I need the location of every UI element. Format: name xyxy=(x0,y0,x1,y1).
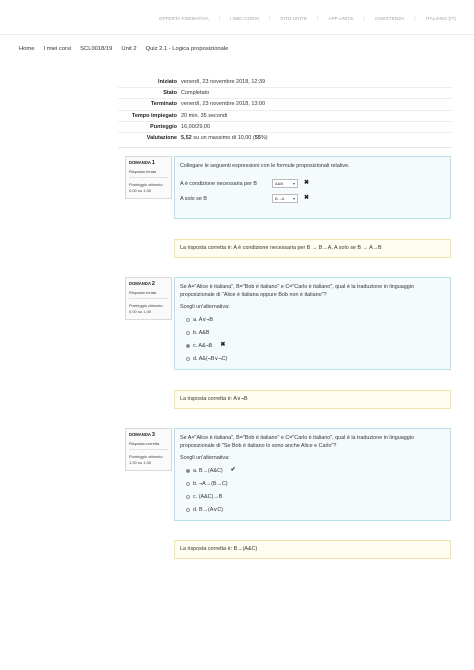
summary-row-terminato xyxy=(118,98,452,109)
answer-option[interactable]: d. B→(A∨C) xyxy=(180,503,445,516)
question-state: Risposta errata xyxy=(129,169,168,178)
answer-option[interactable]: d. A&(¬B∨¬C) xyxy=(180,352,445,365)
question-2-info xyxy=(125,277,172,320)
breadcrumb-quiz[interactable]: Quiz 2.1 - Logica proposizionale xyxy=(145,46,229,52)
answer-option[interactable]: a. A∨¬B xyxy=(180,313,445,326)
radio-button[interactable] xyxy=(186,508,190,512)
summary-value: Completato xyxy=(181,90,210,97)
radio-button[interactable] xyxy=(186,482,190,486)
question-text: Se A="Alice è italiana", B="Bob è italiano" e C="Carlo è italiano", qual è la traduzione in linguaggio proposizionale di "Alice è italiana oppure Bob non è italiano"? xyxy=(180,284,414,299)
summary-row-punteggio xyxy=(118,121,452,132)
breadcrumb-miei-corsi[interactable]: I miei corsi xyxy=(43,46,72,52)
nav-app-unite[interactable]: APP UNITE xyxy=(328,16,354,21)
nav-offerta-formativa[interactable]: OFFERTA FORMATIVA xyxy=(158,16,209,21)
nav-separator: | xyxy=(414,16,416,21)
summary-row-valutazione xyxy=(118,132,452,143)
question-number: DOMANDA 3 xyxy=(129,432,155,438)
incorrect-icon: ✖ xyxy=(220,342,226,349)
nav-separator: | xyxy=(317,16,319,21)
summary-row-stato xyxy=(118,87,452,98)
question-text: Collegare le seguenti espressioni con le formule proposizionali relative. xyxy=(180,163,350,169)
question-number: DOMANDA 2 xyxy=(129,281,155,287)
nav-language[interactable]: ITALIANO (IT) xyxy=(425,16,456,21)
question-1-content xyxy=(174,156,451,219)
radio-button-selected[interactable] xyxy=(186,344,190,348)
radio-button-selected[interactable] xyxy=(186,469,190,473)
breadcrumb-unit[interactable]: Unit 2 xyxy=(121,46,137,52)
breadcrumb-course[interactable]: SCL0018/19 xyxy=(80,46,113,52)
question-state: Risposta corretta xyxy=(129,441,168,450)
summary-label: Terminato xyxy=(150,101,177,108)
question-3-feedback xyxy=(174,540,451,559)
grade-end: %) xyxy=(260,135,268,142)
breadcrumb-home[interactable]: Home xyxy=(19,46,35,52)
incorrect-icon: ✖ xyxy=(304,195,310,202)
question-2-content xyxy=(174,277,451,370)
chevron-down-icon: ▾ xyxy=(292,180,295,186)
choice-prompt: Scegli un'alternativa: xyxy=(180,304,230,311)
summary-value: venerdì, 23 novembre 2018, 13:00 xyxy=(181,101,266,108)
question-1-info xyxy=(125,156,172,199)
summary-label: Punteggio xyxy=(150,123,177,130)
answer-option[interactable]: b. ¬A→(B→C) xyxy=(180,477,445,490)
match-row xyxy=(180,191,445,206)
nav-miei-corsi[interactable]: I MIEI CORSI xyxy=(230,16,260,21)
question-2-feedback xyxy=(174,390,451,409)
top-navigation xyxy=(159,16,456,21)
match-select[interactable]: A&B ▾ xyxy=(272,179,298,188)
match-stem: A solo se B xyxy=(180,195,207,202)
incorrect-icon: ✖ xyxy=(304,180,310,187)
radio-button[interactable] xyxy=(186,318,190,322)
summary-value: 20 min. 35 secondi xyxy=(181,112,228,119)
correct-answer-text: La risposta corretta è: A∨¬B xyxy=(180,396,248,402)
answer-option[interactable]: b. A&B xyxy=(180,326,445,339)
summary-value: 16,00/29,00 xyxy=(181,123,211,130)
correct-icon: ✔ xyxy=(230,467,236,474)
grade-value: 5,52 xyxy=(181,135,192,142)
summary-label: Valutazione xyxy=(146,135,177,142)
grade-max: su un massimo di 10,00 ( xyxy=(191,135,255,142)
question-grade: Punteggio ottenuto 0,00 su 1,00 xyxy=(129,303,163,314)
question-number: DOMANDA 1 xyxy=(129,160,155,166)
summary-value xyxy=(181,135,268,141)
radio-button[interactable] xyxy=(186,495,190,499)
summary-value: venerdì, 23 novembre 2018, 12:39 xyxy=(181,78,266,85)
question-3-content xyxy=(174,428,451,521)
question-text: Se A="Alice è italiana", B="Bob è italiano" e C="Carlo è italiano", qual è la traduzione in linguaggio proposizionale di "Se Bob è italiano lo sono anche Alice e Carlo"? xyxy=(180,435,414,450)
summary-label: Stato xyxy=(163,90,177,97)
breadcrumb xyxy=(19,46,228,52)
summary-row-iniziato xyxy=(118,76,452,87)
question-grade: Punteggio ottenuto 1,00 su 1,00 xyxy=(129,454,163,465)
nav-separator: | xyxy=(363,16,365,21)
choice-prompt: Scegli un'alternativa: xyxy=(180,455,230,462)
match-row xyxy=(180,176,445,191)
question-state: Risposta errata xyxy=(129,290,168,299)
summary-label: Tempo impiegato xyxy=(131,112,177,119)
answer-option[interactable]: c. (A&C)→B xyxy=(180,490,445,503)
summary-divider xyxy=(118,147,452,148)
question-1-feedback xyxy=(174,239,451,258)
answer-option[interactable]: c. A&¬B ✖ xyxy=(180,339,445,352)
question-3-info xyxy=(125,428,172,471)
chevron-down-icon: ▾ xyxy=(292,195,295,201)
summary-row-tempo xyxy=(118,110,452,121)
match-stem: A è condizione necessaria per B xyxy=(180,180,258,187)
header-divider xyxy=(0,34,474,35)
answer-option[interactable]: a. B→(A&C) ✔ xyxy=(180,464,445,477)
grade-percent: 55 xyxy=(254,135,261,142)
radio-button[interactable] xyxy=(186,331,190,335)
attempt-summary xyxy=(118,76,452,148)
correct-answer-text: La risposta corretta è: A è condizione necessaria per B → B→A, A solo se B → A→B xyxy=(180,245,382,251)
nav-assistenza[interactable]: ASSISTENZA xyxy=(374,16,405,21)
nav-separator: | xyxy=(218,16,221,21)
summary-label: Iniziato xyxy=(158,78,177,85)
nav-separator: | xyxy=(269,16,271,21)
match-select[interactable]: B→A ▾ xyxy=(272,194,298,203)
nav-sito-unite[interactable]: SITO UNITE xyxy=(280,16,308,21)
question-grade: Punteggio ottenuto 0,00 su 1,00 xyxy=(129,182,163,193)
radio-button[interactable] xyxy=(186,357,190,361)
correct-answer-text: La risposta corretta è: B→(A&C) xyxy=(180,546,258,552)
